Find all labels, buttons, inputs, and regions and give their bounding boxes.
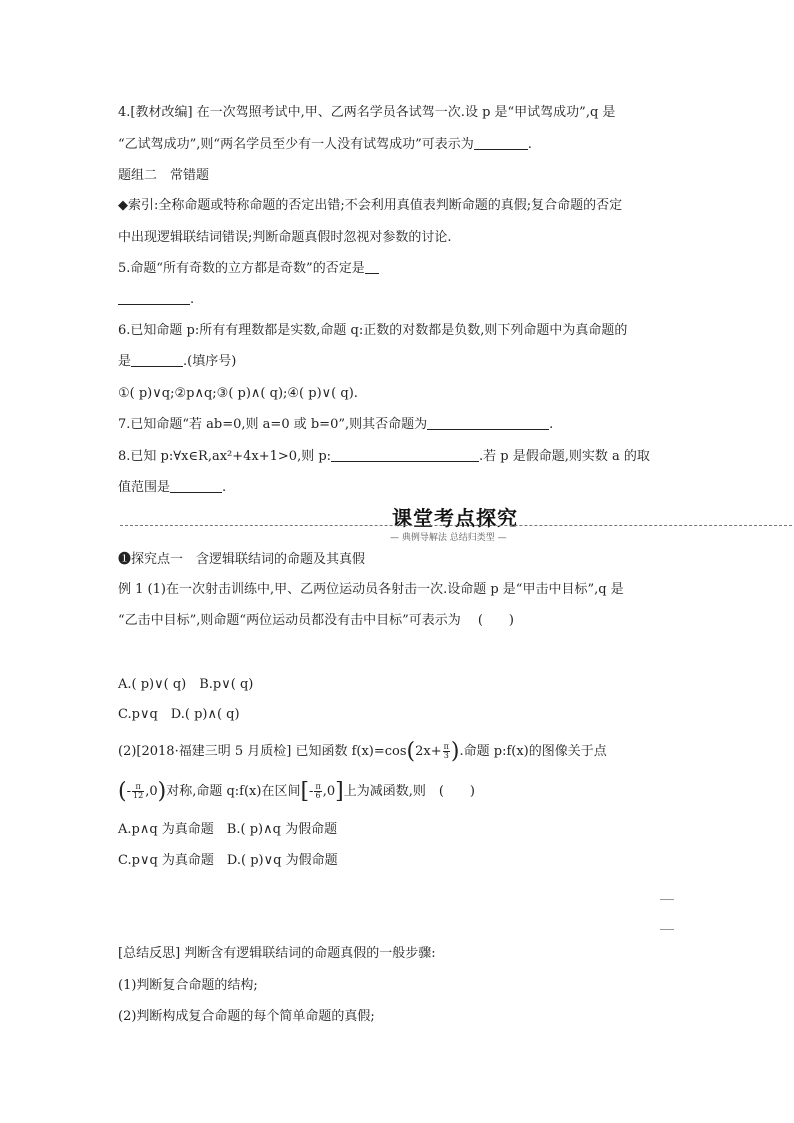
summary-step1: (1)判断复合命题的结构;: [118, 978, 258, 993]
ex1-2-options-cd: C.p∨q 为真命题 D.( p)∨q 为假命题: [118, 853, 338, 868]
group2-title: 题组二 常错题: [118, 168, 210, 183]
q8-line2: 值范围是 .: [118, 480, 227, 495]
ex1-options-cd: C.p∨q D.( p)∧( q): [118, 707, 240, 722]
ex1-2-line1: (2)[2018·福建三明 5 月质检] 已知函数 f(x)=cos(2x+ $\frac{\pi}{3}$ ).命题 p:f(x)的图像关于点: [118, 739, 607, 764]
margin-dash: [660, 899, 674, 900]
q4-line2: “乙试驾成功”,则“两名学员至少有一人没有试驾成功”可表示为 .: [118, 137, 532, 152]
q6-line2: 是 .(填序号): [118, 354, 237, 369]
ex1-2-line2: (- $\frac{\pi}{12}$ ,0)对称,命题 q:f(x)在区间[- $\frac{\pi}{6}$ ,0]上为减函数,则 ( ): [118, 779, 475, 804]
q4-line1: 4.[教材改编] 在一次驾照考试中,甲、乙两名学员各试驾一次.设 p 是“甲试驾成功”,q 是: [118, 105, 616, 120]
section-divider: [120, 525, 792, 526]
fraction-pi-over-6: $\frac{\pi}{6}$: [315, 782, 321, 800]
section-title: 课堂考点探究: [392, 506, 518, 530]
fraction-pi-over-3: $\frac{\pi}{3}$: [443, 742, 449, 760]
fraction-pi-over-12: $\frac{\pi}{12}$: [133, 782, 144, 800]
ex1-line2: “乙击中目标”,则命题“两位运动员都没有击中目标”可表示为 ( ): [118, 613, 514, 628]
index-line2: 中出现逻辑联结词错误;判断命题真假时忽视对参数的讨论.: [118, 230, 452, 245]
q5-line2: .: [118, 290, 194, 310]
answer-blank: [118, 291, 190, 305]
answer-blank: [170, 479, 222, 493]
summary-title: [总结反思] 判断含有逻辑联结词的命题真假的一般步骤:: [118, 946, 436, 961]
q5-line1: 5.命题“所有奇数的立方都是奇数”的否定是: [118, 259, 379, 279]
index-line1: ◆索引:全称命题或特称命题的否定出错;不会利用真值表判断命题的真假;复合命题的否定: [118, 198, 623, 213]
ex1-2-options-ab: A.p∧q 为真命题 B.( p)∧q 为假命题: [118, 822, 338, 837]
answer-blank: [474, 136, 528, 150]
q8-line1: 8.已知 p:∀x∈R,ax²+4x+1>0,则 p: .若 p 是假命题,则实数 a 的取: [118, 449, 650, 464]
q7-line: 7.已知命题“若 ab=0,则 a=0 或 b=0”,则其否命题为 .: [118, 417, 554, 432]
answer-blank: [427, 416, 549, 430]
section-heading: [120, 500, 792, 544]
summary-step2: (2)判断构成复合命题的每个简单命题的真假;: [118, 1009, 375, 1024]
section-subtitle: — 典例导解法 总结归类型 —: [390, 533, 507, 543]
margin-dash: [660, 929, 674, 930]
ex1-line1: 例 1 (1)在一次射击训练中,甲、乙两位运动员各射击一次.设命题 p 是“甲击中目标”,q 是: [118, 582, 624, 597]
q6-options: ①( p)∨q;②p∧q;③( p)∧( q);④( p)∨( q).: [118, 386, 358, 401]
answer-blank: [131, 353, 183, 367]
q6-line1: 6.已知命题 p:所有有理数都是实数,命题 q:正数的对数都是负数,则下列命题中为真命题的: [118, 323, 628, 338]
ex1-options-ab: A.( p)∨( q) B.p∨( q): [118, 677, 254, 692]
point1-title: ❶探究点一 含逻辑联结词的命题及其真假: [118, 552, 366, 567]
answer-blank: [331, 448, 479, 462]
answer-blank: [365, 260, 379, 274]
